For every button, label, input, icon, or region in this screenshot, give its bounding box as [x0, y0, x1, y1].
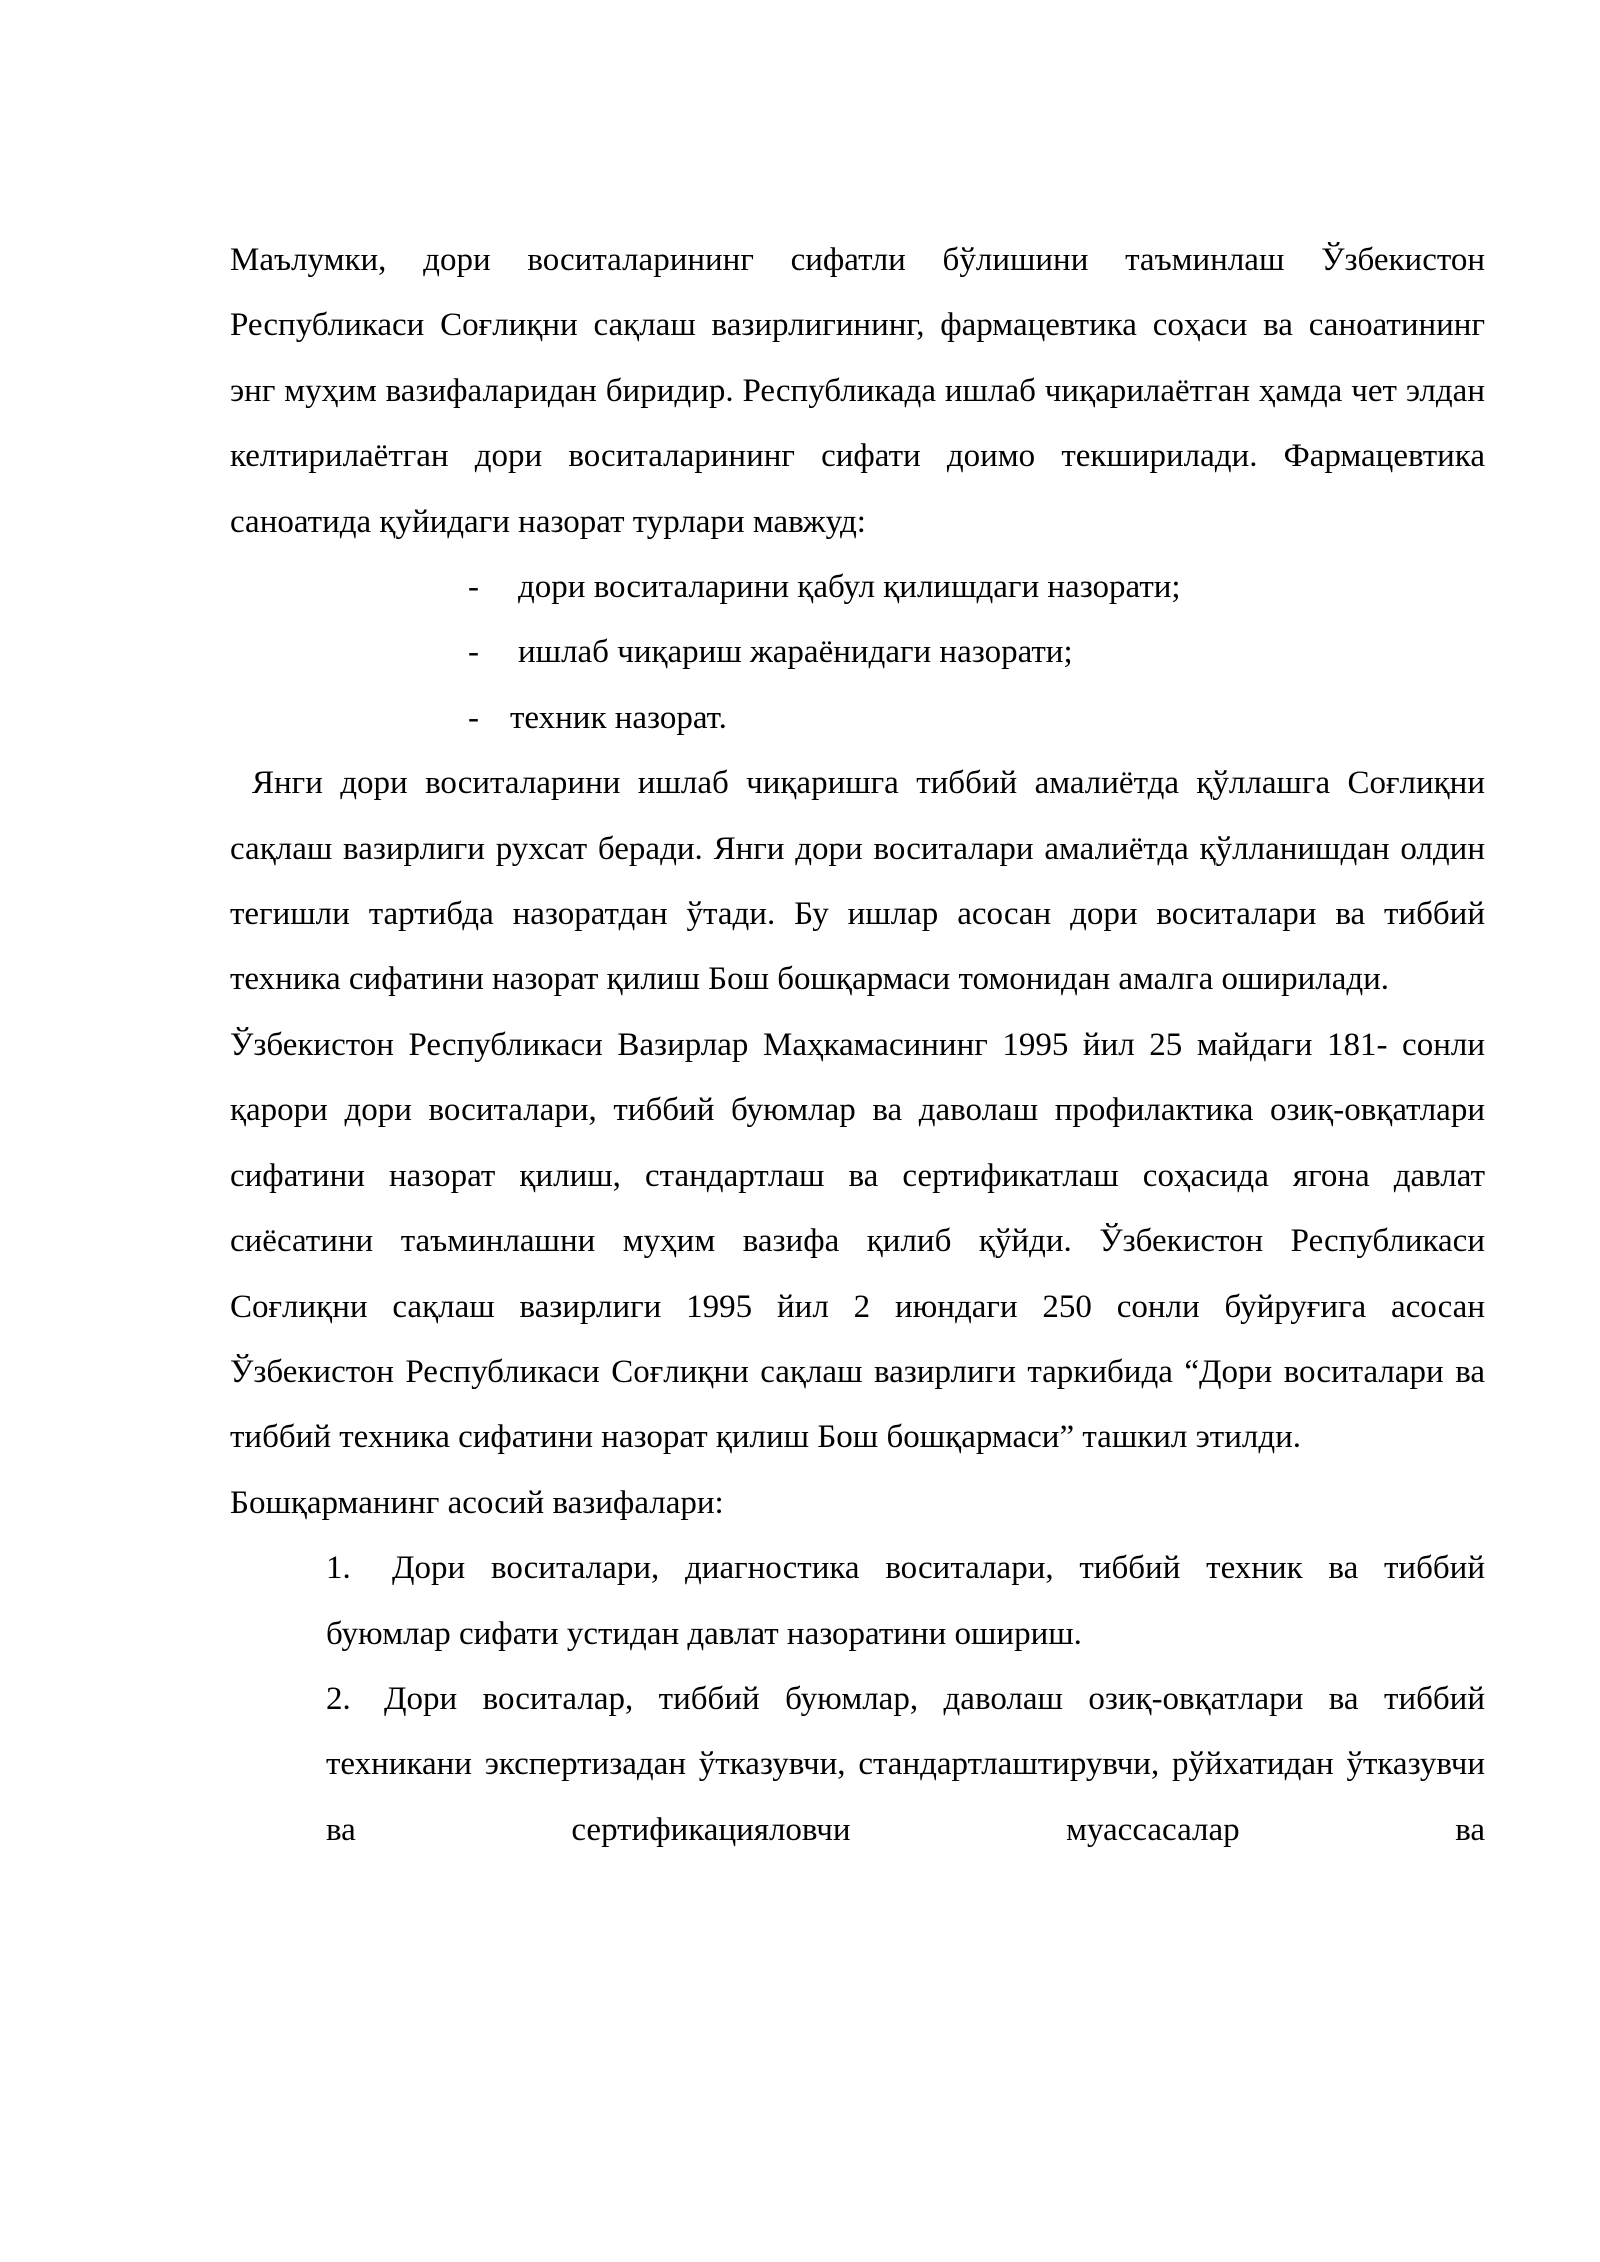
list-item-text: техник назорат. [510, 699, 727, 736]
intro-paragraph: Маълумки, дори воситаларининг сифатли бўлишини таъминлаш Ўзбекистон Республикаси Соғлиқни сақлаш вазирлигининг, фармацевтика соҳаси ва саноатининг энг муҳим вазифаларидан биридир. Республикада ишлаб чиқарилаётган ҳамда чет элдан келтирилаётган дори воситаларининг сифати доимо текширилади. Фармацевтика саноатида қуйидаги назорат турлари мавжуд: [230, 242, 1485, 540]
list-marker: 2. [326, 1680, 351, 1717]
list-item [230, 1536, 1485, 1667]
resolution-paragraph: Ўзбекистон Республикаси Вазирлар Маҳкамасининг 1995 йил 25 майдаги 181- сонли қарори дори воситалари, тиббий буюмлар ва даволаш профилактика озиқ-овқатлари сифатини назорат қилиш, стандартлаш ва сертификатлаш соҳасида ягона давлат сиёсатини таъминлашни муҳим вазифа қилиб қўйди. Ўзбекистон Республикаси Соғлиқни сақлаш вазирлиги 1995 йил 2 июндаги 250 сонли буйруғига асосан Ўзбекистон Республикаси Соғлиқни сақлаш вазирлиги таркибида “Дори воситалари ва тиббий техника сифатини назорат қилиш Бош бошқармаси” ташкил этилди. [230, 1026, 1485, 1456]
new-drugs-paragraph: Янги дори воситаларини ишлаб чиқаришга тиббий амалиётда қўллашга Соғлиқни сақлаш вазирлиги рухсат беради. Янги дори воситалари амалиётда қўлланишдан олдин тегишли тартибда назоратдан ўтади. Бу ишлар асосан дори воситалари ва тиббий техника сифатини назорат қилиш Бош бошқармаси томонидан амалга оширилади. [230, 765, 1485, 998]
document-page [230, 228, 1485, 1863]
control-types-list [230, 555, 1485, 751]
list-item-text: Дори воситалари, диагностика воситалари, тиббий техник ва тиббий буюмлар сифати устидан давлат назоратини ошириш. [326, 1550, 1485, 1652]
list-marker: - [468, 699, 479, 736]
list-item [230, 686, 1485, 751]
tasks-list [230, 1536, 1485, 1863]
list-item-text: Дори воситалар, тиббий буюмлар, даволаш озиқ-овқатлари ва тиббий техникани экспертизадан ўтказувчи, стандартлаштирувчи, рўйхатидан ўтказувчи ва сертификацияловчи муассасалар ва [326, 1680, 1485, 1848]
list-marker: - [468, 569, 479, 606]
list-item [230, 620, 1485, 685]
tasks-heading: Бошқарманинг асосий вазифалари: [230, 1484, 724, 1521]
list-item [230, 1667, 1485, 1863]
list-marker: - [468, 634, 479, 671]
list-item-text: дори воситаларини қабул қилишдаги назорати; [518, 569, 1181, 606]
list-marker: 1. [326, 1550, 351, 1587]
list-item [230, 555, 1485, 620]
list-item-text: ишлаб чиқариш жараёнидаги назорати; [518, 634, 1073, 671]
